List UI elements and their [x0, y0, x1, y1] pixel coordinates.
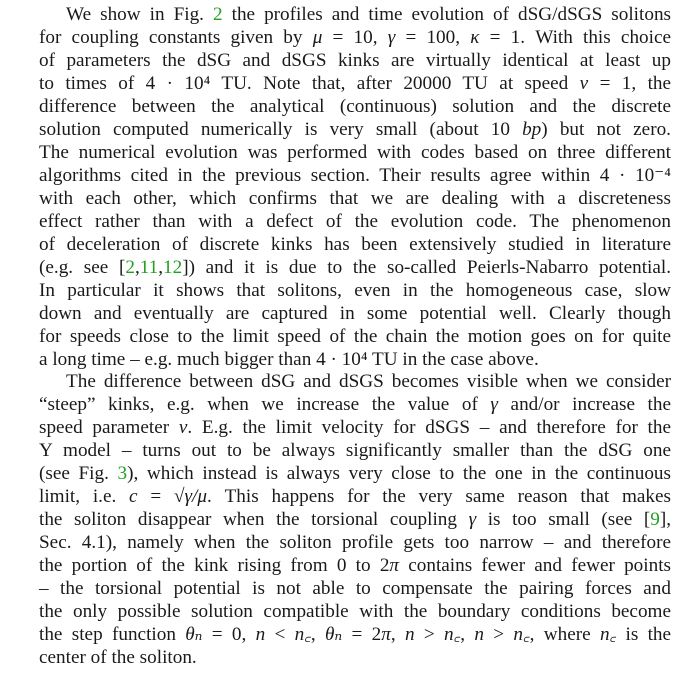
- math-symbol: n꜀: [444, 624, 461, 645]
- text-run: “steep” kinks, e.g. when we increase the value of: [39, 394, 491, 415]
- text-run: algorithms cited in the previous section. Their results agree within 4 · 10⁻⁴: [39, 165, 671, 186]
- math-symbol: γ: [490, 394, 498, 415]
- paragraph-2-line: [39, 600, 671, 623]
- citation-link[interactable]: 2: [125, 257, 135, 278]
- text-run: and/or increase the: [497, 394, 671, 415]
- text-run: The numerical evolution was performed with codes based on three different: [39, 142, 671, 163]
- paragraph-1-line: [39, 187, 671, 210]
- math-symbol: π: [389, 555, 400, 576]
- text-run: for speeds close to the limit speed of the chain the motion goes on for quite: [39, 326, 671, 347]
- text-run: ,: [390, 624, 405, 645]
- text-run: – the torsional potential is not able to compensate the pairing forces and: [39, 578, 671, 599]
- math-symbol: π: [381, 624, 391, 645]
- text-run: the portion of the kink rising from 0 to 2: [39, 555, 390, 576]
- text-run: ]) and it is due to the so-called Peierls-Nabarro potential.: [182, 257, 671, 278]
- math-symbol: n: [255, 624, 266, 645]
- text-run: of deceleration of discrete kinks has been extensively studied in literature: [39, 234, 671, 255]
- paragraph-2-line: [39, 531, 671, 554]
- paragraph-1-line: [39, 279, 671, 302]
- math-symbol: n: [474, 624, 484, 645]
- citation-link[interactable]: 2: [213, 4, 223, 25]
- paragraph-2-line: [39, 646, 671, 669]
- text-run: effect rather than with a defect of the evolution code. The phenomenon: [39, 211, 671, 232]
- text-run: = 0,: [202, 624, 256, 645]
- text-run: . This happens for the very same reason that makes: [207, 486, 671, 507]
- text-run: = 1, the: [588, 73, 672, 94]
- text-run: to times of 4 · 10⁴ TU. Note that, after 20000 TU at speed: [39, 73, 580, 94]
- text-run: with each other, which confirms that we are dealing with a discreteness: [39, 188, 671, 209]
- text-run: ), which instead is always very close to the one in the continuous: [127, 463, 671, 484]
- citation-link[interactable]: 9: [650, 509, 660, 530]
- paragraph-2-line: [39, 577, 671, 600]
- paragraph-1-line: [39, 325, 671, 348]
- paragraph-2-line: [39, 485, 671, 508]
- math-symbol: n꜀: [513, 624, 530, 645]
- text-run: ,: [134, 257, 140, 278]
- text-run: <: [265, 624, 295, 645]
- math-symbol: γ: [387, 27, 396, 48]
- text-run: of parameters the dSG and dSGS kinks are virtually identical at least up: [39, 50, 671, 71]
- math-symbol: n꜀: [599, 624, 617, 645]
- citation-link[interactable]: 3: [117, 463, 128, 484]
- paragraph-2-line: [66, 370, 671, 393]
- text-run: down and eventually are captured in some potential well. Clearly though: [39, 303, 671, 324]
- paragraph-1-line: [66, 3, 671, 26]
- text-run: Y model – turns out to be always significantly smaller than the dSG one: [39, 440, 671, 461]
- text-run: for coupling constants given by: [39, 27, 313, 48]
- text-run: contains fewer and fewer points: [399, 555, 671, 576]
- paragraph-2-line: [39, 462, 671, 485]
- citation-link[interactable]: 12: [163, 257, 183, 278]
- paragraph-1-line: [39, 210, 671, 233]
- text-run: a long time – e.g. much bigger than 4 · 10⁴ TU in the case above.: [39, 349, 539, 370]
- text-run: , where: [529, 624, 600, 645]
- text-run: limit, i.e.: [39, 486, 130, 507]
- text-run: speed parameter: [39, 417, 179, 438]
- text-run: (see Fig.: [39, 463, 118, 484]
- math-symbol: θₙ: [185, 624, 203, 645]
- paragraph-1-line: [39, 95, 671, 118]
- text-run: the soliton disappear when the torsional coupling: [39, 509, 469, 530]
- text-run: = 2: [342, 624, 382, 645]
- text-run: ,: [310, 624, 325, 645]
- paragraph-1-line: [39, 233, 671, 256]
- text-run: . E.g. the limit velocity for dSGS – and therefore for the: [187, 417, 671, 438]
- math-symbol: κ: [470, 27, 480, 48]
- text-run: ,: [158, 257, 164, 278]
- text-run: >: [414, 624, 445, 645]
- math-symbol: n꜀: [294, 624, 311, 645]
- math-symbol: v: [178, 417, 188, 438]
- paragraph-1-line: [39, 72, 671, 95]
- text-run: = √: [137, 486, 185, 507]
- text-run: the only possible solution compatible with the boundary conditions become: [39, 601, 671, 622]
- text-run: (e.g. see [: [39, 257, 126, 278]
- text-run: center of the soliton.: [39, 647, 197, 668]
- math-symbol: n: [404, 624, 415, 645]
- text-run: The difference between dSG and dSGS becomes visible when we consider: [66, 371, 671, 392]
- text-run: Sec. 4.1), namely when the soliton profile gets too narrow – and therefore: [39, 532, 671, 553]
- paragraph-1-line: [39, 256, 671, 279]
- text-run: ],: [659, 509, 671, 530]
- paragraph-1-line: [39, 118, 671, 141]
- math-symbol: θₙ: [324, 624, 343, 645]
- text-run: = 10,: [322, 27, 388, 48]
- paragraph-2-line: [39, 623, 671, 646]
- text-run: >: [483, 624, 514, 645]
- text-run: ,: [460, 624, 475, 645]
- text-run: In particular it shows that solitons, even in the homogeneous case, slow: [39, 280, 671, 301]
- math-symbol: c: [129, 486, 138, 507]
- math-symbol: γ: [468, 509, 477, 530]
- math-symbol: v: [579, 73, 589, 94]
- text-run: ) but not zero.: [541, 119, 671, 140]
- paragraph-2-line: [39, 508, 671, 531]
- math-symbol: bp: [522, 119, 542, 140]
- paragraph-1-line: [39, 141, 671, 164]
- text-run: is the: [616, 624, 672, 645]
- text-run: = 1. With this choice: [479, 27, 671, 48]
- paragraph-2-line: [39, 554, 671, 577]
- paragraph-2-line: [39, 439, 671, 462]
- text-run: difference between the analytical (continuous) solution and the discrete: [39, 96, 671, 117]
- paragraph-1-line: [39, 49, 671, 72]
- text-run: solution computed numerically is very small (about 10: [39, 119, 523, 140]
- math-symbol: μ: [312, 27, 323, 48]
- text-run: is too small (see [: [476, 509, 651, 530]
- math-symbol: γ/μ: [184, 486, 208, 507]
- citation-link[interactable]: 11: [139, 257, 159, 278]
- text-run: the step function: [39, 624, 186, 645]
- text-run: We show in Fig.: [66, 4, 213, 25]
- paragraph-1-line: [39, 164, 671, 187]
- paragraph-2-line: [39, 393, 671, 416]
- paragraph-1-line: [39, 302, 671, 325]
- text-run: = 100,: [395, 27, 471, 48]
- paragraph-2-line: [39, 416, 671, 439]
- text-run: the profiles and time evolution of dSG/dSGS solitons: [222, 4, 672, 25]
- paragraph-1-line: [39, 348, 671, 371]
- paragraph-1-line: [39, 26, 671, 49]
